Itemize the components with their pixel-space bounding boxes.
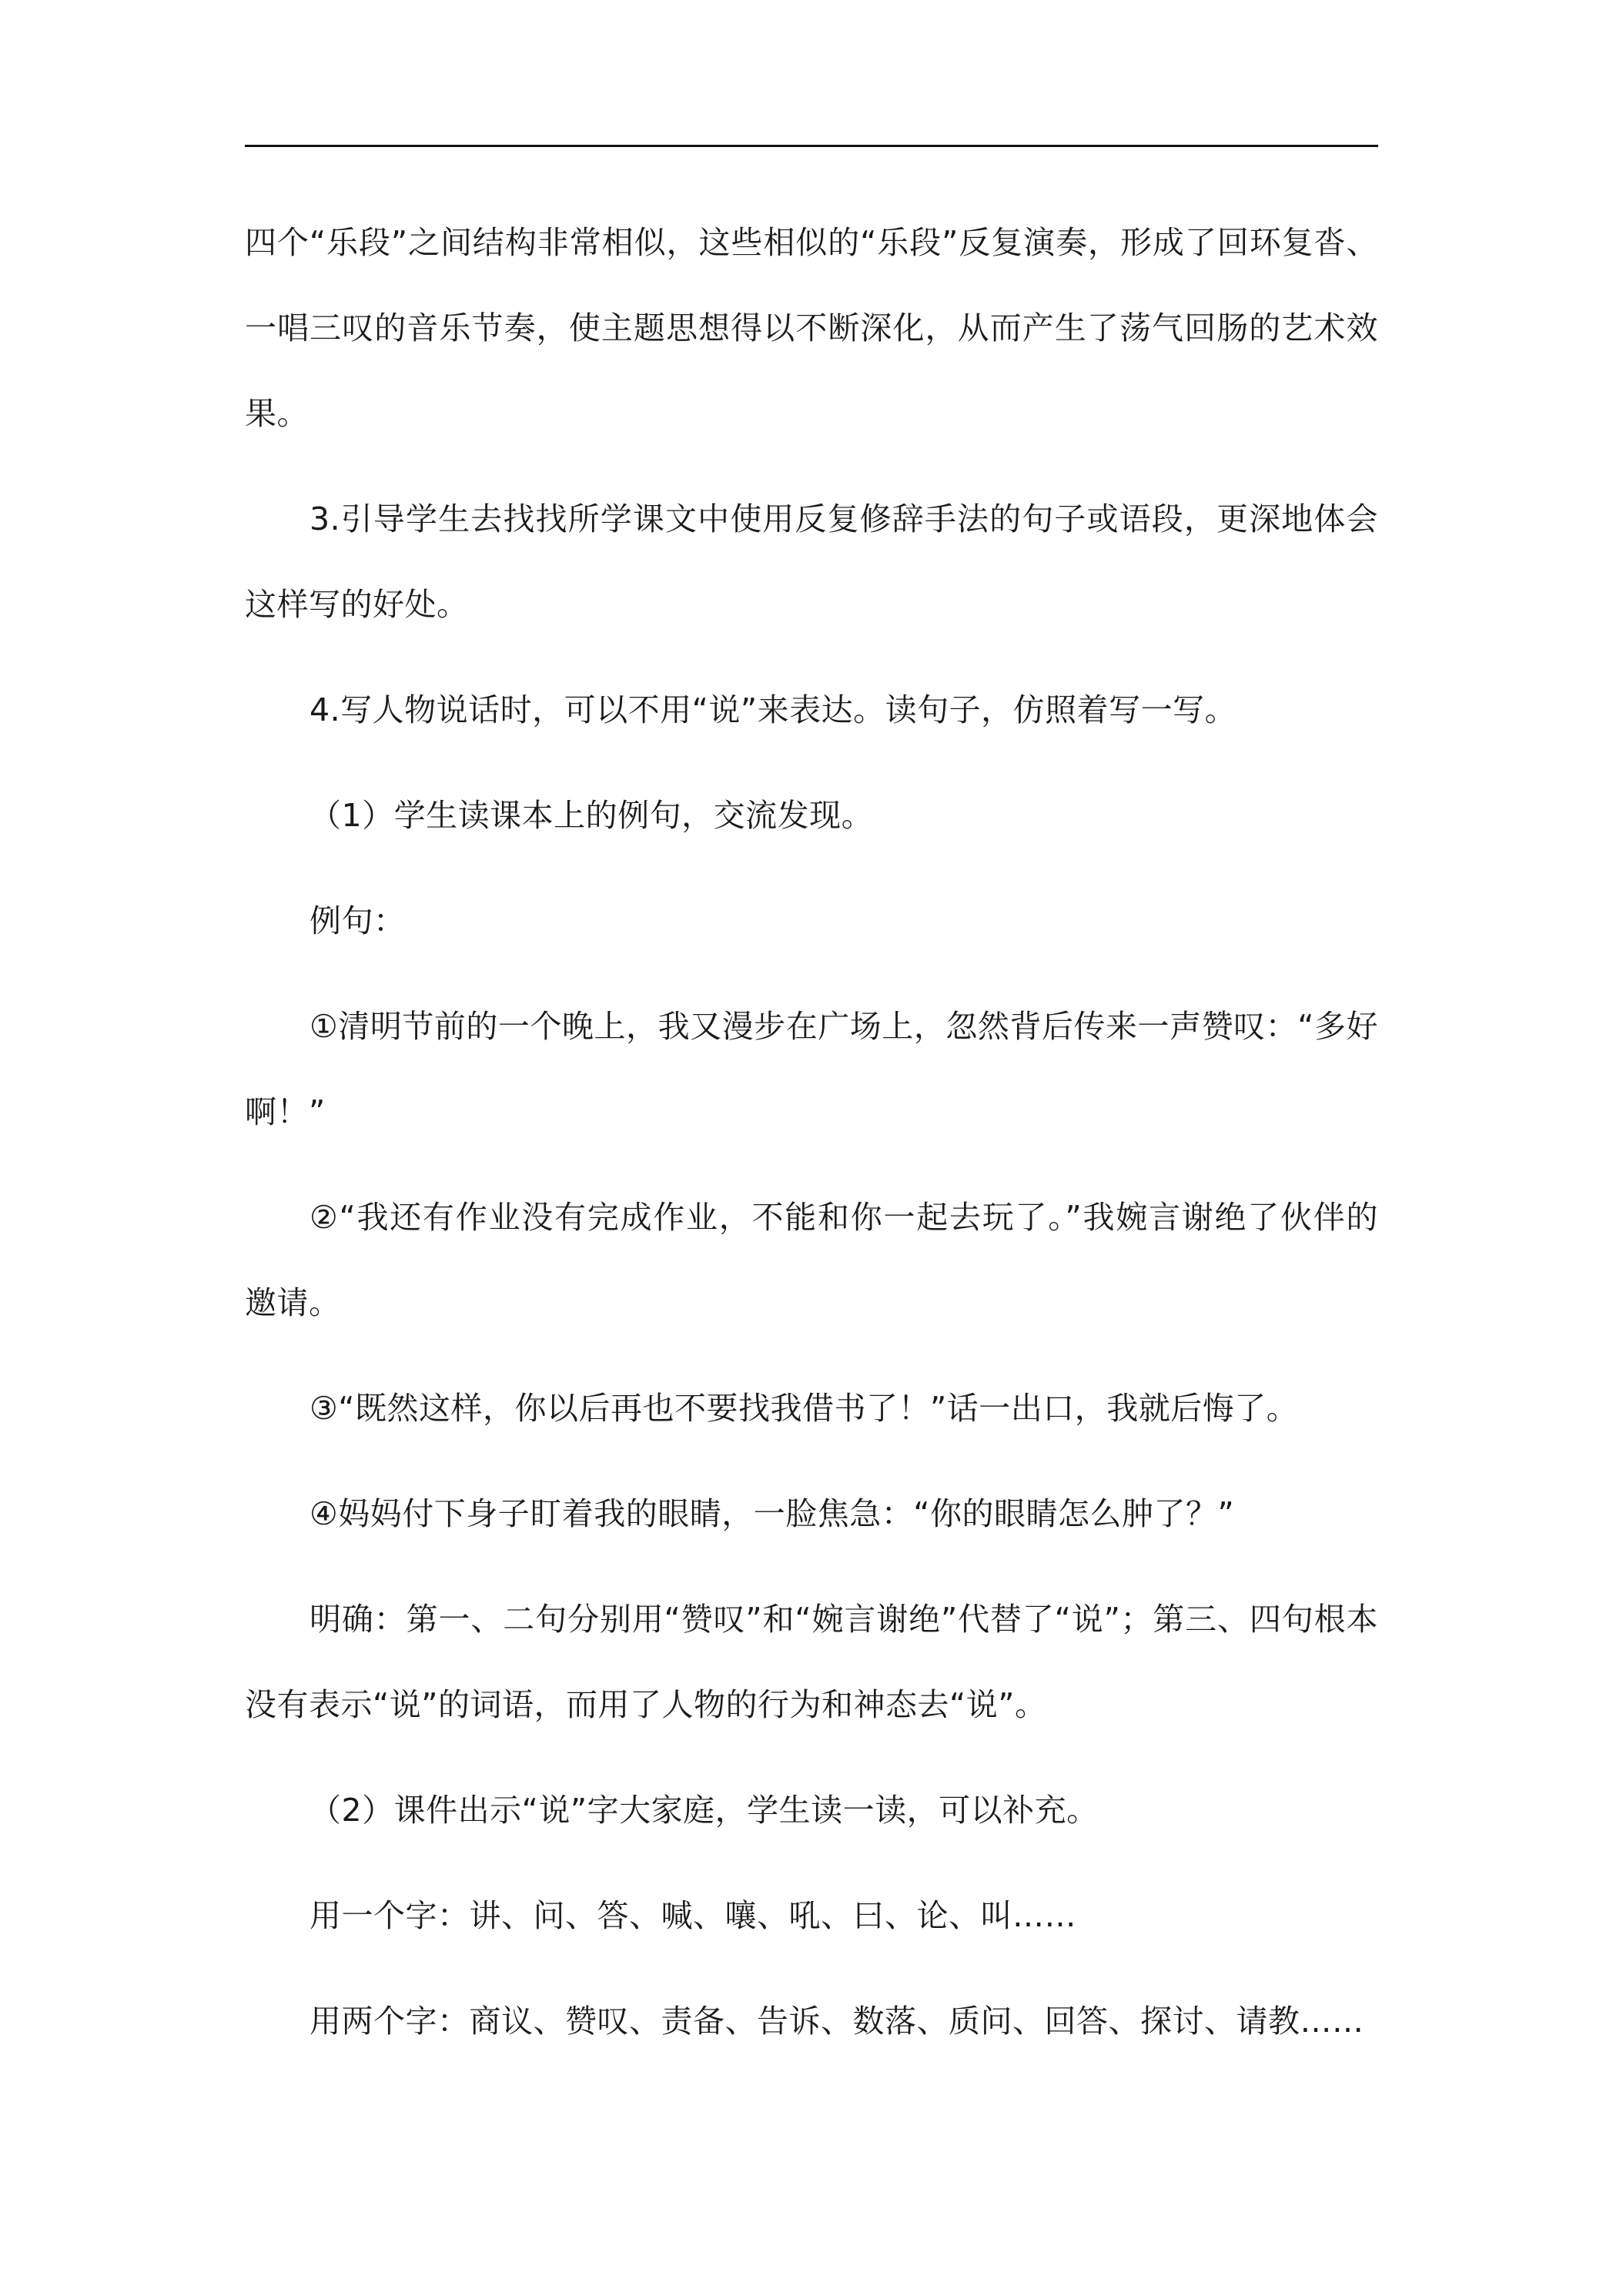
paragraph-1: 四个“乐段”之间结构非常相似，这些相似的“乐段”反复演奏，形成了回环复沓、一唱三叹的音乐节奏，使主题思想得以不断深化，从而产生了荡气回肠的艺术效果。 [245,224,1378,432]
paragraph-5: 例句： [310,902,406,939]
document-body [245,200,1378,2084]
paragraph-3: 4.写人物说话时，可以不用“说”来表达。读句子，仿照着写一写。 [310,691,1237,728]
paragraph-6: ①清明节前的一个晚上，我又漫步在广场上，忽然背后传来一声赞叹：“多好啊！” [245,1008,1378,1130]
paragraph-11: （2）课件出示“说”字大家庭，学生读一读，可以补充。 [310,1792,1099,1829]
paragraph-13: 用两个字：商议、赞叹、责备、告诉、数落、质问、回答、探讨、请教…… [310,2003,1364,2040]
paragraph-10: 明确：第一、二句分别用“赞叹”和“婉言谢绝”代替了“说”；第三、四句根本没有表示“说”的词语，而用了人物的行为和神态去“说”。 [245,1601,1378,1723]
paragraph-4: （1）学生读课本上的例句，交流发现。 [310,797,874,834]
header-rule [245,145,1378,147]
paragraph-7: ②“我还有作业没有完成作业，不能和你一起去玩了。”我婉言谢绝了伙伴的邀请。 [245,1199,1378,1321]
paragraph-12: 用一个字：讲、问、答、喊、嚷、吼、曰、论、叫…… [310,1897,1076,1934]
paragraph-9: ④妈妈付下身子盯着我的眼睛，一脸焦急：“你的眼睛怎么肿了？” [310,1495,1235,1532]
paragraph-2: 3.引导学生去找找所学课文中使用反复修辞手法的句子或语段，更深地体会这样写的好处。 [245,500,1378,623]
paragraph-8: ③“既然这样，你以后再也不要找我借书了！”话一出口，我就后悔了。 [310,1390,1299,1427]
